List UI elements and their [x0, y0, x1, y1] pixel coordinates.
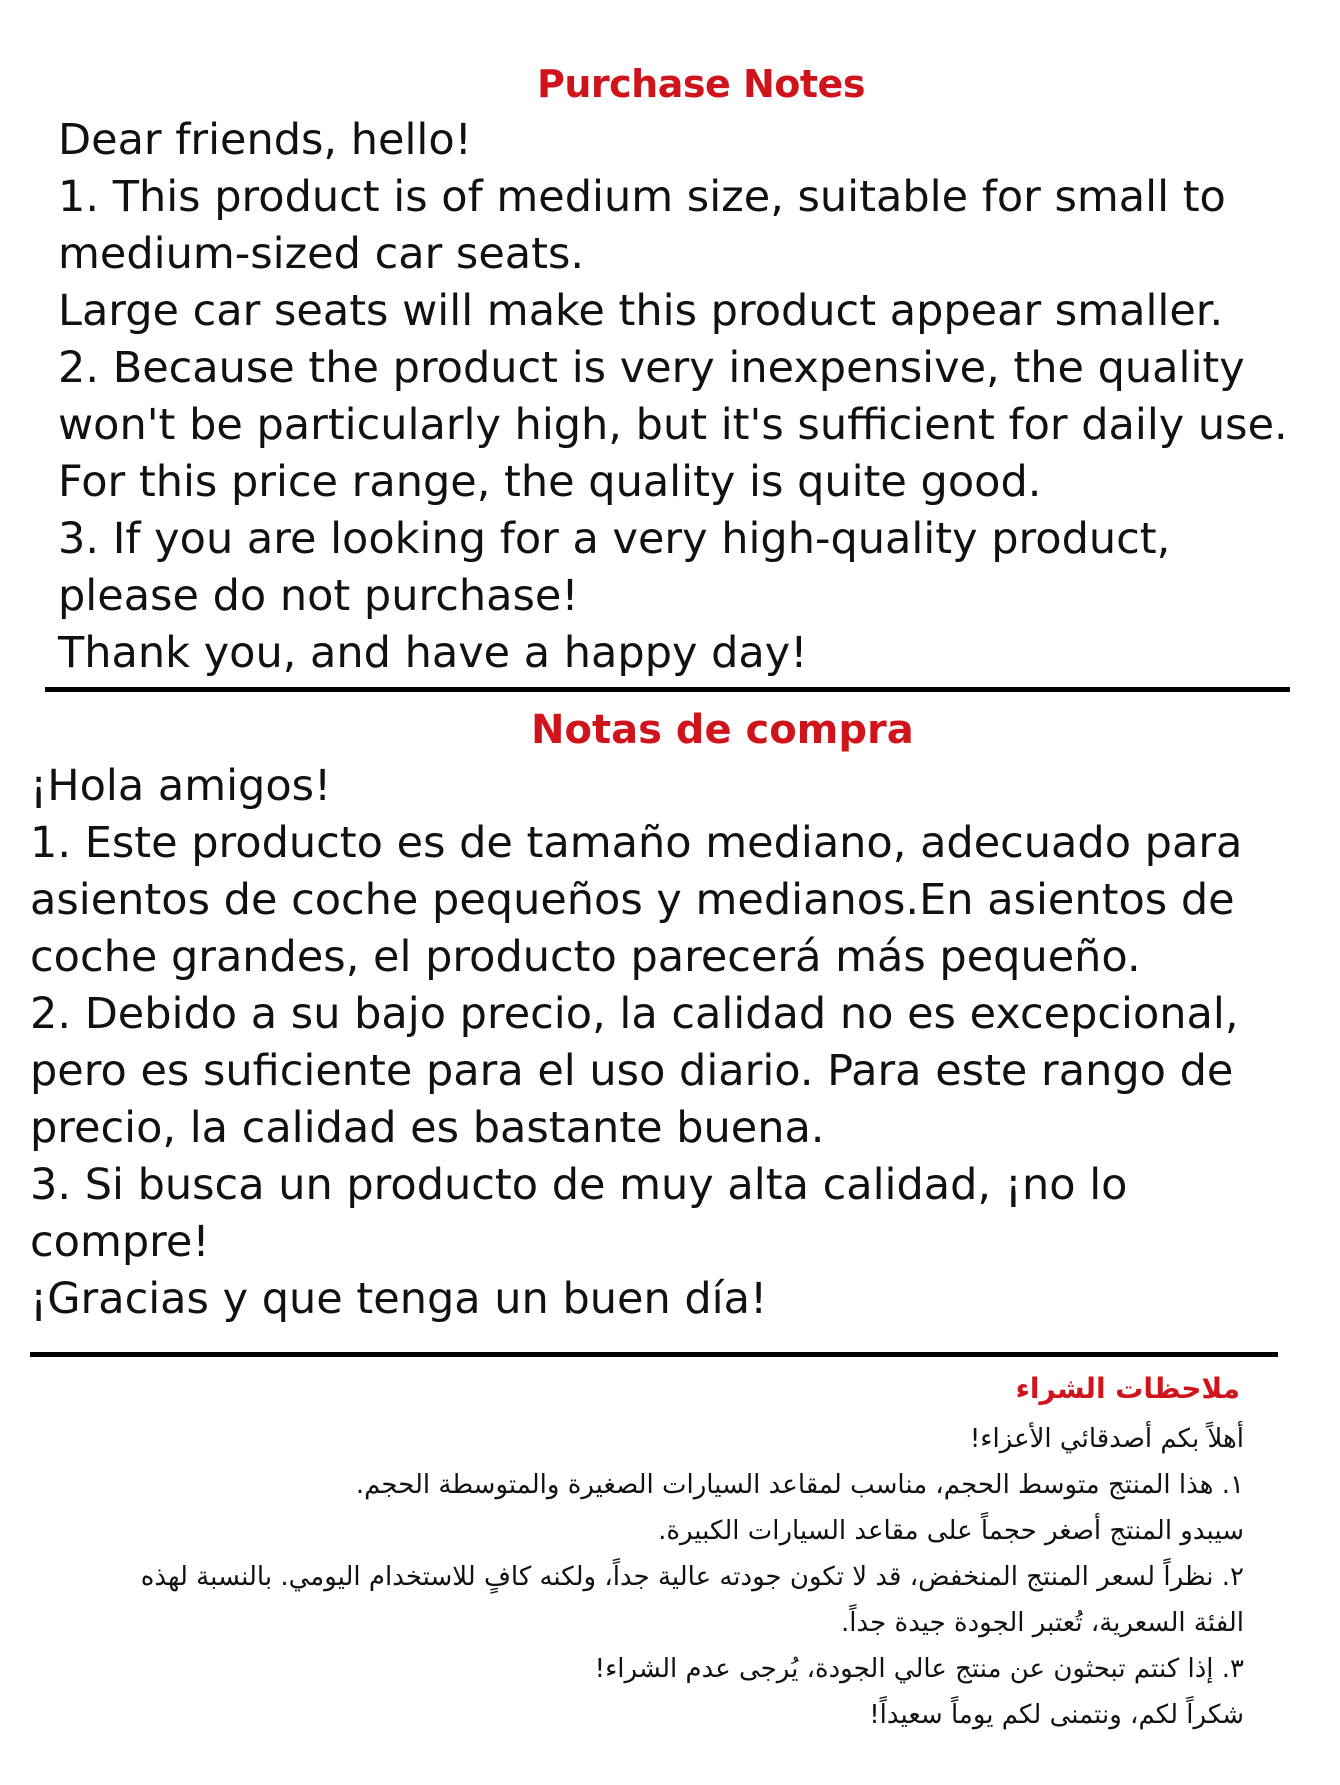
english-note-line: 1. This product is of medium size, suitable for small to: [58, 172, 1226, 222]
spanish-note-line: 3. Si busca un producto de muy alta calidad, ¡no lo: [30, 1160, 1128, 1210]
arabic-note-line: ٢. نظراً لسعر المنتج المنخفض، قد لا تكون جودته عالية جداً، ولكنه كافٍ للاستخدام اليومي. بالنسبة لهذه: [140, 1562, 1244, 1592]
arabic-note-line: ١. هذا المنتج متوسط الحجم، مناسب لمقاعد السيارات الصغيرة والمتوسطة الحجم.: [355, 1470, 1244, 1500]
english-notes-title: Purchase Notes: [537, 62, 865, 106]
english-note-line: 3. If you are looking for a very high-quality product,: [58, 514, 1171, 564]
english-note-line: For this price range, the quality is quite good.: [58, 457, 1042, 507]
english-greeting-line: Dear friends, hello!: [58, 115, 472, 165]
spanish-note-line: pero es suficiente para el uso diario. Para este rango de: [30, 1046, 1234, 1096]
english-closing-line: Thank you, and have a happy day!: [58, 628, 808, 678]
arabic-note-line: ٣. إذا كنتم تبحثون عن منتج عالي الجودة، يُرجى عدم الشراء!: [594, 1654, 1244, 1684]
section-divider: [45, 687, 1290, 692]
spanish-greeting-line: ¡Hola amigos!: [30, 761, 332, 811]
arabic-greeting-line: أهلاً بكم أصدقائي الأعزاء!: [969, 1424, 1244, 1454]
english-note-line: 2. Because the product is very inexpensive, the quality: [58, 343, 1245, 393]
spanish-note-line: 1. Este producto es de tamaño mediano, adecuado para: [30, 818, 1243, 868]
spanish-note-line: 2. Debido a su bajo precio, la calidad no es excepcional,: [30, 989, 1239, 1039]
spanish-note-line: compre!: [30, 1217, 210, 1267]
spanish-note-line: precio, la calidad es bastante buena.: [30, 1103, 825, 1153]
spanish-note-line: coche grandes, el producto parecerá más pequeño.: [30, 932, 1141, 982]
english-note-line: won't be particularly high, but it's sufficient for daily use.: [58, 400, 1288, 450]
section-divider: [30, 1352, 1278, 1357]
arabic-note-line: سيبدو المنتج أصغر حجماً على مقاعد السيارات الكبيرة.: [658, 1516, 1244, 1546]
english-note-line: please do not purchase!: [58, 571, 579, 621]
spanish-note-line: asientos de coche pequeños y medianos.En asientos de: [30, 875, 1235, 925]
english-note-line: medium-sized car seats.: [58, 229, 585, 279]
arabic-closing-line: شكراً لكم، ونتمنى لكم يوماً سعيداً!: [869, 1700, 1244, 1730]
spanish-closing-line: ¡Gracias y que tenga un buen día!: [30, 1274, 768, 1324]
arabic-note-line: الفئة السعرية، تُعتبر الجودة جيدة جداً.: [841, 1608, 1244, 1638]
english-note-line: Large car seats will make this product appear smaller.: [58, 286, 1224, 336]
spanish-notes-title: Notas de compra: [531, 707, 914, 753]
arabic-notes-title: ملاحظات الشراء: [1015, 1372, 1240, 1405]
